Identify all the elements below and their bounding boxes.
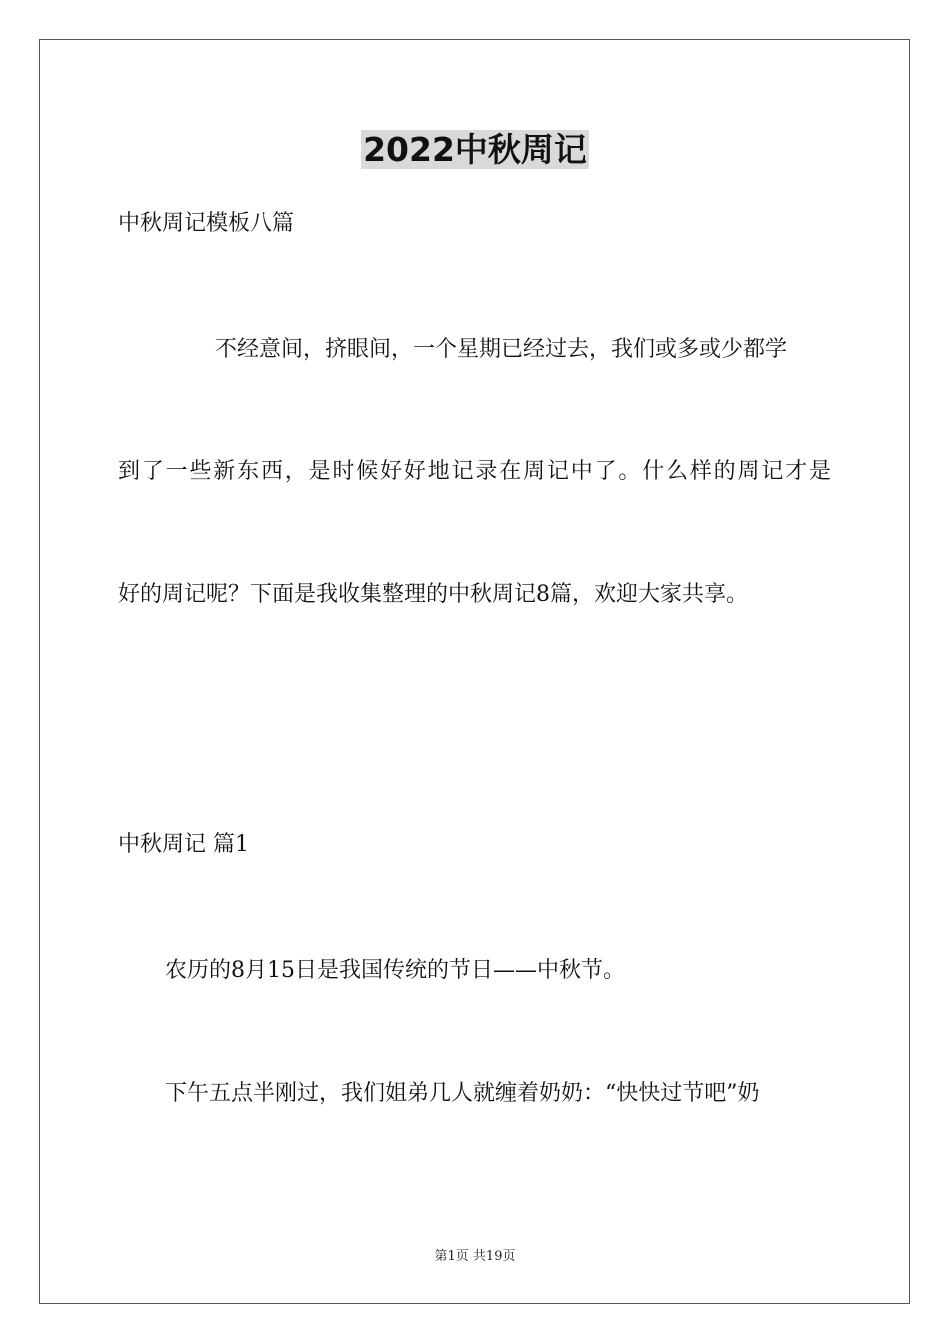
section-heading: 中秋周记 篇1 [118, 832, 249, 857]
document-title [0, 128, 950, 172]
document-title-text: 2022中秋周记 [363, 130, 587, 169]
intro-line-2: 到了一些新东西，是时候好好地记录在周记中了。什么样的周记才是 [118, 459, 831, 484]
intro-line-3: 好的周记呢？下面是我收集整理的中秋周记8篇，欢迎大家共享。 [118, 582, 748, 607]
section-line-2: 下午五点半刚过，我们姐弟几人就缠着奶奶：“快快过节吧”奶 [165, 1081, 760, 1106]
document-subtitle: 中秋周记模板八篇 [118, 211, 295, 236]
page-number-footer: 第1页 共19页 [434, 1249, 516, 1264]
section-line-1: 农历的8月15日是我国传统的节日——中秋节。 [165, 958, 625, 983]
intro-line-1: 不经意间，挤眼间，一个星期已经过去，我们或多或少都学 [215, 337, 788, 362]
